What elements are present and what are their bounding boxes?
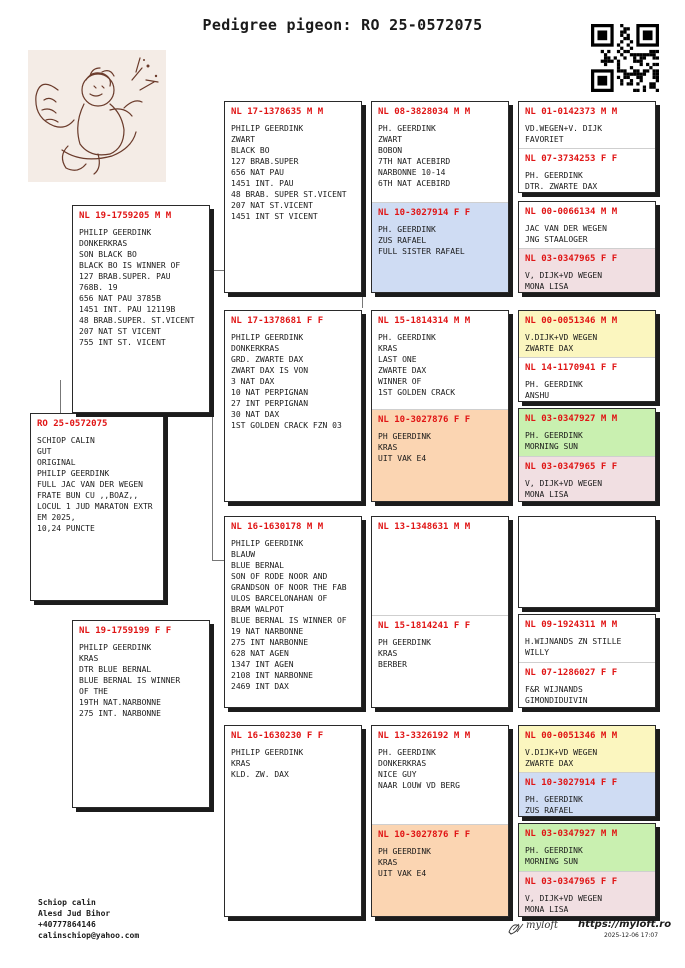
owner-name: Schiop calin — [38, 898, 96, 907]
gen3-entry: NL 13-1348631 M M — [378, 522, 471, 532]
owner-phone: +40777864146 — [38, 920, 96, 929]
gen4-entry: NL 03-0347965 F F V, DIJK+VD WEGEN MONA LISA — [519, 248, 656, 293]
website-link[interactable]: https://myloft.ro — [578, 919, 672, 930]
grandparent-card-dd — [224, 725, 362, 917]
gen4-entry: NL 07-3734253 F F PH. GEERDINK DTR. ZWARTE DAX — [519, 148, 656, 193]
gen3-card-2 — [371, 310, 509, 502]
gen3-entry: NL 10-3027876 F F PH GEERDINK KRAS UIT VAK E4 — [372, 409, 509, 502]
grandparent-entry: NL 17-1378681 F F PHILIP GEERDINK DONKERKRAS GRD. ZWARTE DAX ZWART DAX IS VON 3 NAT DAX 10 NAT PERPIGNAN 27 INT PERPIGNAN 30 NAT DAX 1ST GOLDEN CRACK FZN 03 — [231, 316, 342, 430]
grandparent-card-ds — [224, 516, 362, 708]
owner-email: calinschiop@yahoo.com — [38, 931, 140, 940]
sire-entry: NL 19-1759205 M M PHILIP GEERDINK DONKERKRAS SON BLACK BO BLACK BO IS WINNER OF 127 BRAB.SUPER. PAU 768B. 19 656 NAT PAU 3785B 1451 INT. PAU 12119B 48 BRAB.SUPER. ST.VICENT 207 NAT ST VICENT 755 INT ST. VICENT — [73, 206, 210, 413]
dam-ring: NL 19-1759199 F F — [79, 626, 172, 636]
gen4-card-6 — [518, 614, 656, 708]
gen3-card-4 — [371, 725, 509, 917]
dam-entry: NL 19-1759199 F F PHILIP GEERDINK KRAS DTR BLUE BERNAL BLUE BERNAL IS WINNER OF THE 19TH NAT.NARBONNE 275 INT. NARBONNE — [73, 621, 210, 808]
dam-card — [72, 620, 210, 808]
gen4-card-1 — [518, 101, 656, 193]
gen3-entry: NL 08-3828034 M M PH. GEERDINK ZWART BOBON 7TH NAT ACEBIRD NARBONNE 10-14 6TH NAT ACEBIRD — [378, 107, 471, 188]
subject-card — [30, 413, 164, 601]
subject-ring: RO 25-0572075 — [37, 419, 108, 429]
gen4-entry: NL 01-0142373 M M VD.WEGEN+V. DIJK FAVORIET — [525, 107, 618, 144]
qr-code — [591, 24, 659, 92]
gen3-entry: NL 13-3326192 M M PH. GEERDINK DONKERKRAS NICE GUY NAAR LOUW VD BERG — [378, 731, 471, 790]
gen4-entry: NL 07-1286027 F F F&R WIJNANDS GIMONDIDUIVIN — [519, 662, 656, 708]
grandparent-entry: NL 17-1378635 M M PHILIP GEERDINK ZWART BLACK BO 127 BRAB.SUPER 656 NAT PAU 1451 INT. PAU 48 BRAB. SUPER ST.VICENT 207 NAT ST.VICENT 1451 INT ST VICENT — [231, 107, 347, 221]
subject-entry: RO 25-0572075 SCHIOP CALIN GUT ORIGINAL PHILIP GEERDINK FULL JAC VAN DER WEGEN FRATE BUN CU ,,BOAZ,, LOCUL 1 JUD MARATON EXTR EM 2025, 10,24 PUNCTE — [31, 414, 164, 601]
gen4-entry: NL 03-0347927 M M PH. GEERDINK MORNING SUN — [519, 824, 656, 871]
gen4-card-8 — [518, 823, 656, 917]
gen4-card-5-empty — [518, 516, 656, 608]
grandparent-entry: NL 16-1630178 M M PHILIP GEERDINK BLAUW BLUE BERNAL SON OF RODE NOOR AND GRANDSON OF NOOR THE FAB ULOS BARCELONAHAN OF BRAM WALPOT BLUE BERNAL IS WINNER OF 19 NAT NARBONNE 275 INT NARBONNE 628 NAT AGEN 1347 INT AGEN 2108 INT NARBONNE 2469 INT DAX — [231, 522, 347, 691]
gen4-entry: NL 10-3027914 F F PH. GEERDINK ZUS RAFAEL — [519, 772, 656, 817]
grandparent-card-sd — [224, 310, 362, 502]
gen4-entry: NL 09-1924311 M M H.WIJNANDS ZN STILLE WILLY — [525, 620, 622, 657]
gen4-entry: NL 14-1170941 F F PH. GEERDINK ANSHU — [519, 357, 656, 402]
sire-ring: NL 19-1759205 M M — [79, 211, 172, 221]
owner-contact — [38, 897, 139, 941]
gen3-entry: NL 15-1814314 M M PH. GEERDINK KRAS LAST ONE ZWARTE DAX WINNER OF 1ST GOLDEN CRACK — [378, 316, 471, 397]
gen4-card-7 — [518, 725, 656, 817]
print-timestamp: 2025-12-06 17:07 — [604, 932, 659, 939]
gen4-entry: NL 00-0051346 M M V.DIJK+VD WEGEN ZWARTE DAX — [519, 726, 656, 772]
page-title: Pedigree pigeon: RO 25-0572075 — [202, 16, 483, 34]
gen3-entry: NL 10-3027914 F F PH. GEERDINK ZUS RAFAEL FULL SISTER RAFAEL — [372, 202, 509, 293]
gen4-entry: NL 03-0347965 F F V, DIJK+VD WEGEN MONA LISA — [519, 456, 656, 502]
gen3-entry: NL 10-3027876 F F PH GEERDINK KRAS UIT VAK E4 — [372, 824, 509, 917]
sire-card — [72, 205, 210, 413]
gen4-card-2 — [518, 201, 656, 293]
gen4-entry: NL 03-0347965 F F V, DIJK+VD WEGEN MONA LISA — [519, 871, 656, 917]
grandparent-card-ss — [224, 101, 362, 293]
grandparent-entry: NL 16-1630230 F F PHILIP GEERDINK KRAS KLD. ZW. DAX — [231, 731, 324, 779]
gen4-entry: NL 00-0066134 M M JAC VAN DER WEGEN JNG STAALOGER — [525, 207, 618, 244]
gen4-card-3 — [518, 310, 656, 402]
cherub-illustration — [28, 50, 166, 182]
gen3-card-3 — [371, 516, 509, 708]
gen4-entry — [519, 517, 656, 608]
gen3-entry: NL 15-1814241 F F PH GEERDINK KRAS BERBER — [372, 615, 509, 708]
owner-location: Alesd Jud Bihor — [38, 909, 111, 918]
gen4-entry: NL 00-0051346 M M V.DIJK+VD WEGEN ZWARTE DAX — [519, 311, 656, 357]
gen3-card-1 — [371, 101, 509, 293]
myloft-logo-text: myloft — [526, 920, 559, 931]
gen4-card-4 — [518, 408, 656, 502]
gen4-entry: NL 03-0347927 M M PH. GEERDINK MORNING SUN — [519, 409, 656, 456]
